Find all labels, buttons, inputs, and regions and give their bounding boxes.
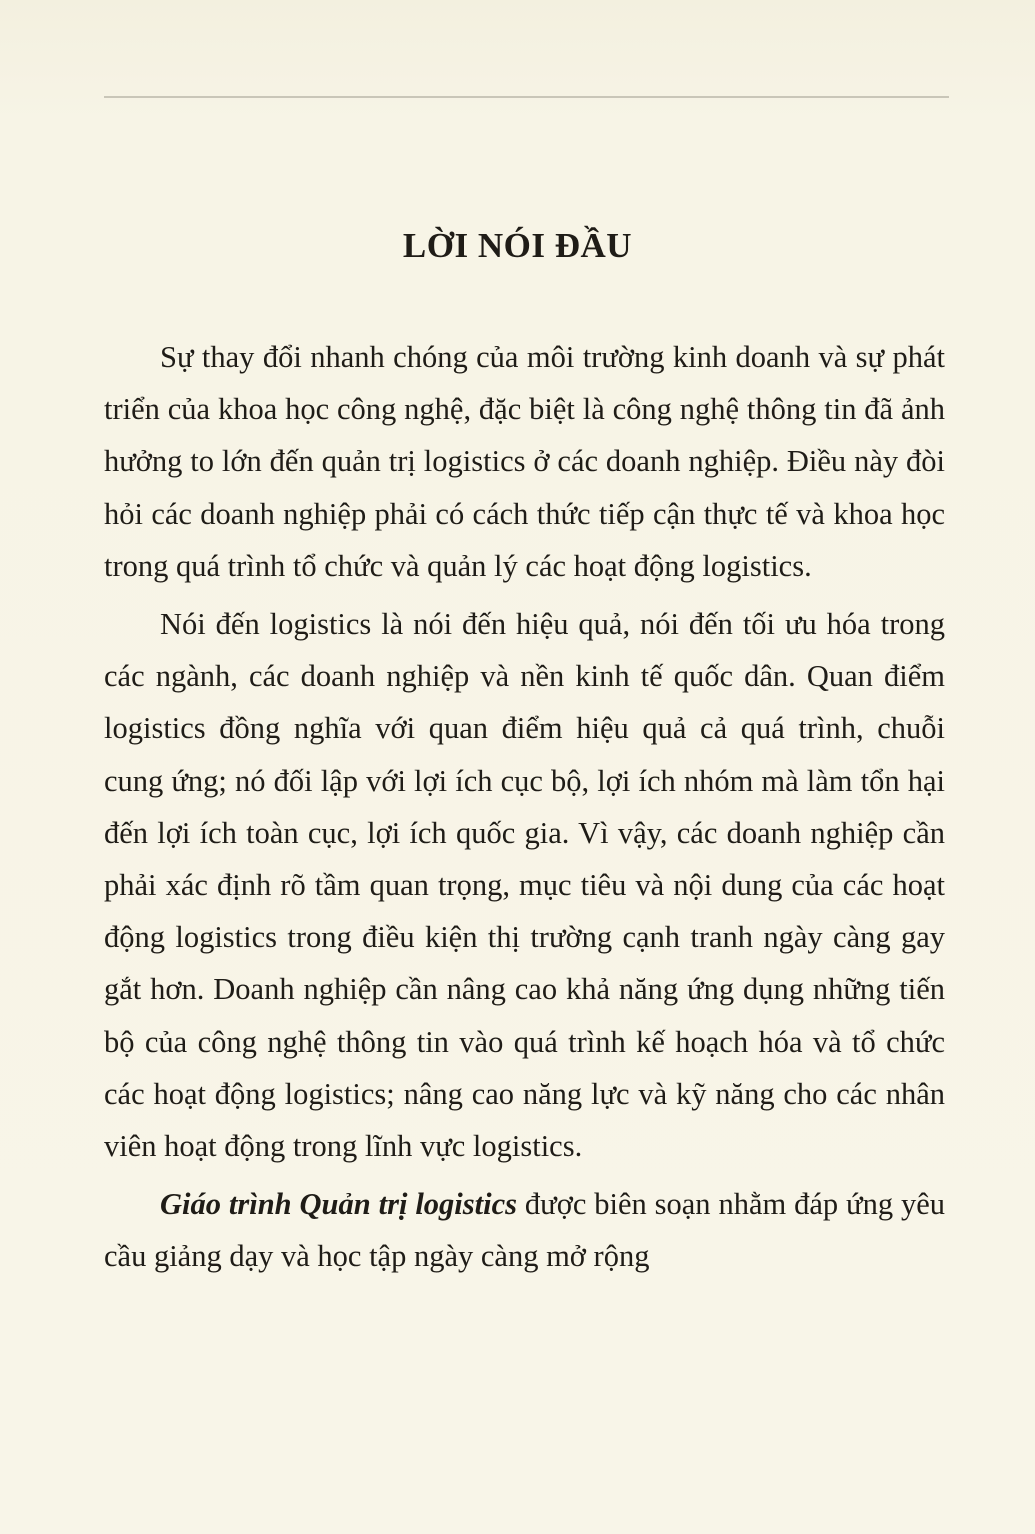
body-text xyxy=(104,331,945,1289)
paragraph-2 xyxy=(104,598,945,1172)
book-title-emphasis: Giáo trình Quản trị logistics xyxy=(160,1187,518,1222)
paragraph-3 xyxy=(104,1178,945,1282)
paragraph-1-text: Sự thay đổi nhanh chóng của môi trường kinh doanh và sự phát triển của khoa học công nghệ, đặc biệt là công nghệ thông tin đã ảnh hưởng to lớn đến quản trị logistics ở các doanh nghiệp. Điều này đòi hỏi các doanh nghiệp phải có cách thức tiếp cận thực tế và khoa học trong quá trình tổ chức và quản lý các hoạt động logistics. xyxy=(104,340,945,583)
paragraph-1 xyxy=(104,331,945,592)
page-title: LỜI NÓI ĐẦU xyxy=(402,226,633,265)
paragraph-2-text: Nói đến logistics là nói đến hiệu quả, nói đến tối ưu hóa trong các ngành, các doanh nghiệp và nền kinh tế quốc dân. Quan điểm logistics đồng nghĩa với quan điểm hiệu quả cả quá trình, chuỗi cung ứng; nó đối lập với lợi ích cục bộ, lợi ích nhóm mà làm tổn hại đến lợi ích toàn cục, lợi ích quốc gia. Vì vậy, các doanh nghiệp cần phải xác định rõ tầm quan trọng, mục tiêu và nội dung của các hoạt động logistics trong điều kiện thị trường cạnh tranh ngày càng gay gắt hơn. Doanh nghiệp cần nâng cao khả năng ứng dụng những tiến bộ của công nghệ thông tin vào quá trình kế hoạch hóa và tổ chức các hoạt động logistics; nâng cao năng lực và kỹ năng cho các nhân viên hoạt động trong lĩnh vực logistics. xyxy=(104,607,945,1164)
paragraph-3-text: được biên soạn nhằm đáp ứng yêu cầu giảng dạy và học tập ngày càng mở rộng xyxy=(104,1187,946,1274)
header-divider xyxy=(104,96,949,98)
